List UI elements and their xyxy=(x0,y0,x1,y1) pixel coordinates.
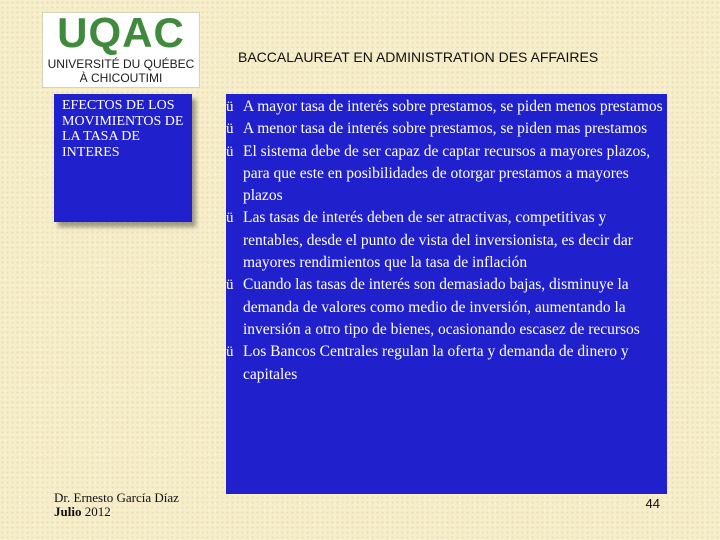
uqac-logo xyxy=(42,9,200,88)
logo-university-line: UNIVERSITÉ DU QUÉBEC xyxy=(47,57,195,71)
program-title: BACCALAUREAT EN ADMINISTRATION DES AFFAIRES xyxy=(238,49,599,65)
date-month: Julio xyxy=(54,504,82,519)
checkmark-icon: ü xyxy=(226,277,234,294)
bullet-list xyxy=(226,94,667,386)
bullet-text: A mayor tasa de interés sobre prestamos, se piden menos prestamos xyxy=(243,98,663,115)
checkmark-icon: ü xyxy=(226,143,234,160)
bullet-text: Los Bancos Centrales regulan la oferta y demanda de dinero y capitales xyxy=(243,343,629,383)
page-number: 44 xyxy=(645,496,660,511)
bullet-item xyxy=(226,207,663,274)
bullet-text: Cuando las tasas de interés son demasiado bajas, disminuye la demanda de valores como medio de inversión, aumentando la inversión a otro tipo de bienes, ocasionando escasez de recursos xyxy=(243,276,640,338)
logo-city-line: À CHICOUTIMI xyxy=(79,71,163,85)
author-name: Dr. Ernesto García Díaz xyxy=(54,490,179,505)
checkmark-icon: ü xyxy=(226,210,234,227)
bullet-item xyxy=(226,274,663,341)
bullet-item xyxy=(226,118,663,140)
bullet-text: Las tasas de interés deben de ser atractivas, competitivas y rentables, desde el punto de vista del inversionista, es decir dar mayores rendimientos que la tasa de inflación xyxy=(243,209,633,272)
bullet-item xyxy=(226,341,663,386)
checkmark-icon: ü xyxy=(226,121,234,138)
presentation-date xyxy=(54,503,111,520)
bullet-text: El sistema debe de ser capaz de captar recursos a mayores plazos, para que este en posibilidades de otorgar prestamos a mayores plazos xyxy=(243,142,651,205)
bullet-text: A menor tasa de interés sobre prestamos, se piden mas prestamos xyxy=(243,120,648,138)
bullet-item xyxy=(226,96,663,118)
checkmark-icon: ü xyxy=(226,344,234,361)
bullet-item xyxy=(226,141,663,208)
content-box xyxy=(226,94,667,494)
topic-box xyxy=(54,94,192,222)
date-year: 2012 xyxy=(84,504,111,519)
topic-title: EFECTOS DE LOS MOVIMIENTOS DE LA TASA DE INTERES xyxy=(62,98,184,160)
checkmark-icon: ü xyxy=(226,99,234,115)
logo-wordmark: UQAC xyxy=(57,9,185,56)
